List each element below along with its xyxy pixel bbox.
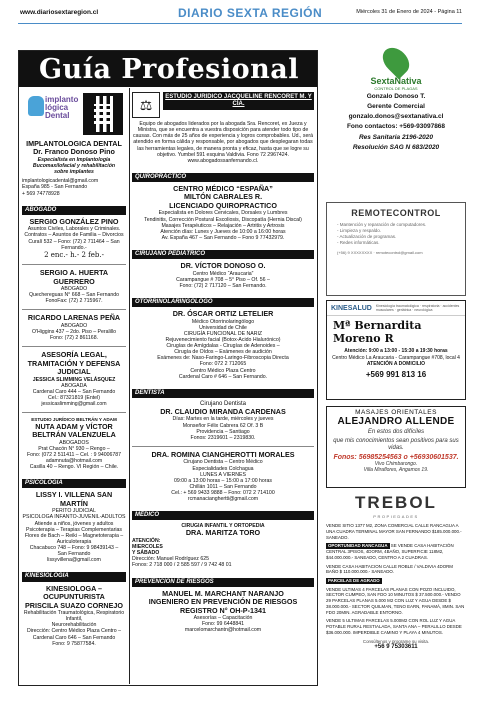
ad-name: ASESORÍA LEGAL, TRAMITACIÓN Y DEFENSA JUDICIAL [27, 350, 121, 377]
ad-name: CENTRO MÉDICO “ESPAÑA” [173, 183, 273, 193]
ad-line: Atiende a niños, jóvenes y adultos [34, 520, 114, 527]
ad-masajes [326, 406, 466, 488]
ad-line: ABOGADA [61, 382, 87, 389]
ad-name: DRA. ROMINA CIANGHEROTTI MORALES [151, 449, 295, 459]
ad-name: DRA. MARITZA TORO [185, 528, 261, 538]
ad-line: Fono: 9 75877584. [52, 640, 96, 647]
ad-sergio-gp [22, 218, 126, 259]
ad-line: Médico Otorrinolaringólogo [191, 318, 255, 325]
ad-line: ATENCIÓN: [132, 537, 161, 544]
section-abogado: ABOGADO [22, 206, 126, 215]
ad-line: Universidad de Chile [199, 324, 247, 331]
ad-phone: +569 991 813 16 [365, 369, 427, 379]
sextanativa-logo-sub: CONTROL DE PLAGAS [374, 86, 418, 91]
ad-line: Exámenes de: Naso-Faringo-Laringo-Fibroscopia Directa [157, 355, 289, 362]
ad-dentista [132, 401, 314, 441]
ad-line: Contratos – Asuntos de Familia – Divorcios [24, 232, 124, 239]
ad-line: Cel.: 87321819 (Entel) [48, 395, 100, 402]
ad-priscila [22, 585, 126, 647]
ad-name: DR. CLAUDIO MIRANDA CARDENAS [160, 406, 286, 416]
ad-phone: + 569 74778928 [22, 190, 60, 197]
list-item: - Limpieza y respaldo. [337, 228, 382, 234]
ad-name: MANUEL M. MARCHANT NARANJO [162, 588, 284, 598]
implanto-logo [25, 92, 77, 136]
column-2 [132, 92, 314, 639]
separator [132, 446, 314, 447]
ad-line: Atención días: Lunes y Jueves de 10:00 a 16:00 horas [160, 228, 286, 235]
ad-email[interactable]: gonzalo.donos@sextanativa.cl [348, 113, 444, 121]
ad-line: Neurorehabilitación [51, 622, 97, 629]
ad-phone: Fono contactos: +569-93097868 [346, 123, 446, 131]
implanto-logo-text: implanto lógica Dental [45, 95, 79, 120]
list-item: - Mantención y reparación de computadores. [337, 222, 427, 227]
listing: VENDE ULTIMAS 4 PARCELAS PLANAS CON POZO INCLUIDO, SECTOR CUMPEO, SAN FDO 10 MINUTOS $ 37.500.000.- VENDO 29 PARCELAS PLANAS 5.000 M2 CON LUZ Y AGUA DESDE $ 38.000.000.- SECTOR QUILMAN, TENO EARN, PANAMÁ, 8MIN. SAN FDO 20MIN. AGRADABLE ENTORNO. [326, 586, 465, 615]
ad-line: Masajes Terapéuticos – Relajación – Artritis y Artrosis [161, 222, 285, 229]
ad-email[interactable]: rcmanacianghertti@gmail.com [187, 496, 259, 503]
ad-line: Prat Chacón N° 930 – Rengo – [38, 445, 110, 452]
trebol-logo: TREBOL [355, 493, 437, 512]
ad-asesoria [22, 351, 126, 407]
list-item: - Actualización de programas. [337, 234, 397, 240]
ad-phone: +56 9 75303611 [374, 644, 418, 651]
ad-line: Tendinitis, Corrección Postural Escoliosis, Discopatía (Hernia Discal) [144, 216, 302, 223]
ad-email[interactable]: lissyvillena@gmail.com [47, 557, 101, 564]
ad-title: Cirujano Dentista [199, 400, 247, 407]
ad-riesgos [132, 590, 314, 634]
section-otorrino: OTORRINOLARINGÓLOGO [132, 298, 314, 307]
ad-line: Fono: (72) 2 717120 – San Fernando. [179, 282, 267, 289]
ad-line: ABOGADO [60, 286, 88, 292]
ad-name: DR. VÍCTOR DONOSO O. [180, 261, 266, 271]
column-divider [129, 88, 130, 684]
ad-kinesalud [326, 300, 466, 400]
ad-line: ABOGADO [60, 322, 88, 329]
scales-icon: ⚖ [132, 92, 160, 118]
listing-band: OPORTUNIDAD RANCAGUA [328, 543, 388, 549]
ad-line: Cardenal Caro 444 – San Fernando [32, 388, 116, 395]
kinesalud-logo: KINESALUD [331, 304, 372, 312]
guide-banner [19, 51, 317, 87]
ad-line: ABOGADOS [59, 439, 89, 446]
section-quiropractico: QUIROPRÁCTICO [132, 173, 314, 182]
ad-name: SERGIO GONZÁLEZ PINO [29, 216, 119, 226]
ad-line: Días: Martes en la tarde, miércoles y jueves [172, 416, 274, 423]
ad-line: Cardenal Caro # 646 – San Fernando. [178, 373, 268, 380]
ad-title: ESTUDIO JURIDICO JACQUELINE RENCORET M. Y CÍA. [163, 92, 314, 110]
separator [22, 309, 126, 310]
ad-name: Dr. Franco Donoso Pino [33, 147, 115, 157]
ad-line: Fono: 99 6448841 [201, 621, 245, 628]
ad-sergio-ah [22, 269, 126, 304]
ad-line: Monseñor Félix Cabrera 62 Of. 3 B [182, 422, 264, 429]
ad-email[interactable]: marcelomarchantn@hotmail.com [184, 627, 262, 634]
ad-line: Fono: (72) 2 861168. [49, 335, 99, 342]
ad-line: Bucomaxilofacial y rehabilitación [32, 163, 116, 170]
sextanativa-logo: SextaNativa [370, 76, 422, 86]
ad-line: O'Higgins 437 – 2do. Piso – Peralillo [31, 328, 117, 335]
ad-line: Dirección: Manuel Rodríguez 625 [132, 556, 209, 563]
ad-name: NUTA ADAM y VÍCTOR BELTRÁN VALENZUELA [32, 421, 116, 440]
ad-line: PERITO JUDICIAL [52, 508, 96, 515]
ad-line: Res Sanitaria 2196-2020 [358, 133, 434, 141]
ad-line: ATENCIÓN A DOMICILIO [366, 361, 426, 367]
ad-line: sobre implantes [54, 169, 94, 176]
list-item: - Redes informáticas. [337, 240, 380, 246]
ad-line: 2 enc.- h.- 2 feb.- [44, 250, 104, 259]
ad-line: Centro Médico La Araucaria - Carampangue #708, local 4 [332, 354, 460, 361]
ad-line: Dirección: Centro Médico Plaza Centro – [27, 628, 121, 635]
ad-line: que mis conocimientos sean positivos para sus vidas. [333, 438, 459, 452]
section-pediatrico: CIRUJANO PEDIÁTRICO [132, 250, 314, 259]
ad-line: En estos dos difíciles [367, 429, 425, 435]
ad-name: SERGIO A. HUERTA GUERRERO [39, 268, 109, 286]
ad-phone: Fonos: 56985254563 o +56930601537. [333, 453, 459, 461]
listing: SE VENDE CASA HABITACIÓN CENTRAL 3PISOS, 4DORM, 4BAÑO, SUPERFICIE 118M2, $44.000.000.- SANEADO, CENTRO A 2 CUADRAS. [326, 543, 454, 560]
ad-email[interactable]: implantologicadental@gmail.com [22, 178, 99, 185]
ad-line: Asuntos Civiles, Laborales y Criminales. [27, 226, 121, 233]
ad-name: RICARDO LARENAS PEÑA [27, 313, 121, 323]
ad-line: Especialidades Colchagua [192, 465, 254, 472]
remotecontrol-contact: (+56) 9 XXXXXXXX · remotecontrol@gmail.com [337, 250, 423, 256]
separator [22, 264, 126, 265]
qr-code-icon [83, 93, 123, 135]
ad-name: DR. ÓSCAR ORTIZ LETELIER [172, 309, 274, 319]
ad-line: Vivo Chimbarongo. [374, 460, 418, 467]
ad-sextanativa [326, 50, 466, 200]
listing: VENDE SITIO 1377 M2, ZONA COMERCIAL CALLE RANCAGUA A UNA CUADRA TERMINAL MAYOR SAN FERNANDO $185.000.000.- SANEADO. [326, 523, 462, 540]
listing-band: PARCELAS DE AGRADO [328, 578, 380, 584]
page-header [0, 0, 480, 26]
ad-line: Rehabilitación Traumatológica, Respiratorio Infantil, [23, 610, 125, 623]
ad-name: INGENIERO EN PREVENCIÓN DE RIESGOS [148, 597, 298, 607]
ad-line: Providencia – Santiago [196, 428, 250, 435]
ad-name: ALEJANDRO ALLENDE [337, 416, 455, 427]
ad-line: LUNES A VIERNES [200, 471, 246, 478]
ad-line: Carampangue # 708 – 5° Piso – Of. 56 – [176, 276, 270, 283]
ad-line: Fono: 072 2 712065 [199, 361, 247, 368]
ad-title: ESTUDIO JURÍDICO BELTRÁN Y ADAM [31, 417, 117, 423]
ad-title: CIRUGIA INFANTIL Y ORTOPEDIA [181, 523, 265, 530]
ad-remotecontrol [326, 202, 466, 296]
remotecontrol-logo: REMOTECONTROL [351, 208, 441, 218]
header-rule [18, 23, 462, 24]
ad-line: FonoFax: (72) 2 715967. [45, 298, 103, 305]
ad-line: Psicoterapia – Terapias Complementarias [26, 526, 122, 533]
ad-line: Cirujano Dentista – Centro Médico [183, 459, 263, 466]
ad-line: Chillán 1011 – San Fernando [189, 483, 257, 490]
kinesalud-header [327, 301, 465, 316]
tooth-icon [28, 96, 44, 116]
ad-otorrino [132, 310, 314, 380]
section-kinesiologia: KINESIOLOGIA [22, 572, 126, 581]
ad-name: Gonzalo Donoso T. [366, 93, 426, 100]
section-medico: MÉDICO [132, 511, 314, 520]
listing: VENDE CASA HABITACION CALLE ROBLE / VALDIVIA 4DORM BAÑO $ 110.000.000.- SANEADO. [326, 563, 453, 575]
ad-trebol [326, 492, 466, 686]
trebol-logo-sub: PROPIEDADES [373, 514, 419, 520]
ad-line: 09:00 a 13:00 horas – 15:00 a 17:00 horas [173, 477, 273, 484]
ad-line: Villa Miraflores, Angamos 19. [363, 466, 429, 473]
listing: VENDE 5 ULTIMAS PARCELAS 5.000M2 CON ROL LUZ Y AGUA POTABLE RURAL RESTIALADA, SANTA ANA – PERALILLO DESDE $36.000.000. IMPERDIBLE CAMINO Y PLAYA 4 MINUTOS. [326, 618, 462, 635]
kinesalud-desc: Kinesiología traumatológica · respiratoria · accidentes musculares · geriátrica · neurológica [375, 304, 460, 312]
ad-line: Casilla 40 – Rengo. VI Región – Chile. [29, 464, 119, 471]
site-url[interactable]: www.diariosextaregion.cl [20, 9, 99, 16]
ad-implanto [22, 140, 126, 197]
ad-title: MASAJES ORIENTALES [355, 409, 437, 416]
ad-line: San Fernando [57, 551, 91, 558]
trebol-cta: Consúltenos y programe su visita. [362, 638, 430, 644]
ad-line: Gerente Comercial [367, 103, 425, 111]
ad-pedia [132, 262, 314, 289]
ad-line: Centro Médico “Araucaria” [192, 270, 254, 277]
ad-name: LISSY I. VILLENA SAN MARTÍN [35, 490, 113, 508]
ad-line: Especialista en Dolores Cervicales, Dorsales y Lumbres [158, 210, 288, 217]
ad-lissy [22, 491, 126, 563]
ad-line: Y SÁBADO [132, 550, 160, 557]
ad-line: España 985 - San Fernando [22, 184, 88, 191]
ad-line: Fono: (072 2 511411 – Cel. : 9 94006787 [26, 451, 122, 458]
ad-name: LICENCIADO QUIROPRACTICO [169, 200, 277, 210]
leaf-icon [378, 43, 415, 80]
ad-name: KINESIOLOGA – OCUPUNTURISTA [43, 583, 105, 602]
guide-title: Guía Profesional [39, 54, 300, 85]
implanto-logo-row [22, 88, 126, 140]
ad-line: MIERCOLES [132, 544, 163, 551]
section-psicologia: PSICOLOGIA [22, 479, 126, 488]
ad-line: Rejuvenecimiento facial (Botox-Acido Hialurónico) [165, 336, 281, 343]
ad-name: JESSICA SLIMMING VELÁSQUEZ [32, 376, 116, 383]
ad-ejc [132, 92, 314, 164]
ad-line: Cirugía de Oídos – Exámenes de audición [174, 349, 272, 356]
column-1 [22, 88, 126, 652]
ad-title: IMPLANTOLOGICA DENTAL [26, 139, 122, 148]
separator [22, 412, 126, 413]
separator [22, 346, 126, 347]
ad-line: Fonos: 2319601 – 2319830. [190, 434, 256, 441]
ad-line: Asesorías – Capacitación [193, 615, 253, 622]
ad-line: Centro Médico Plaza Centro [190, 367, 256, 374]
ad-medico [132, 523, 314, 568]
ad-line: Flores de Bach – Reiki – Magnetoterapia – [24, 532, 124, 539]
ad-email[interactable]: adamnuta@hotmail.com [45, 458, 103, 465]
ad-name: REGISTRO N° OH-P-1341 [180, 605, 266, 615]
ad-line: Fonos: 2 718 000 / 2 585 597 / 9 742 48 01 [132, 562, 232, 569]
ad-line: PSICOLOGA INFANTO-JUVENIL-ADULTOS [22, 514, 126, 521]
ad-romina [132, 451, 314, 502]
ad-line: Especialista en Implantología [37, 156, 111, 163]
ad-line: Auriculoterapia [56, 538, 92, 545]
ad-line: Cel.: + 569 9433 9888 – Fono: 072 2 714100 [171, 490, 275, 497]
masthead: DIARIO SEXTA REGIÓN [178, 6, 323, 20]
ad-ricardo [22, 314, 126, 341]
ad-line: Resolución SAG N 683/2020 [352, 143, 440, 151]
section-riesgos: PREVENCIÓN DE RIESGOS [132, 578, 314, 587]
ad-text: Equipo de abogados liderados por la abogada Sra. Rencoret, ex Jueza y Ministra, que se encuentra a vuestra disposición para atender todo tipo de causas. Con más de 25 años de experiencia y logros comprobables. Ud., será atendido en forma cálida y responsable, por abogados que desplegaran todas las herramientas legales, de manera pronta y eficaz, hasta que se logre su objetivo. Yumbel 591 esquina Valdivia. Fono 72 2967424. www.abogadossanfernando.cl. [133, 121, 313, 164]
ad-name: MILTÓN CABRALES R. [183, 192, 263, 202]
remotecontrol-services [327, 218, 465, 250]
ad-line: Av. España 467 – San Fernando – Fono 9 77432979. [161, 234, 285, 241]
ad-line: Atención: 9:00 a 13:00 - 15:30 a 19:30 horas [344, 348, 448, 354]
ad-line: Chacabuco 748 – Fono: 9 98439143 – [29, 545, 119, 552]
ad-line: Quechereguas N° 668 – San Fernando [28, 292, 120, 299]
ad-line: CIRUGÍA FUNCIONAL DE NARIZ [183, 330, 263, 337]
ad-line: Curalí 532 – Fono: (72) 2 711464 – San Fernando.- [28, 238, 120, 251]
ad-name: PRISCILA SUAZO CORNEJO [25, 600, 123, 610]
ad-email[interactable]: jessicaslimming@gmail.com [41, 401, 107, 408]
ad-quiro [132, 185, 314, 241]
ejc-header [132, 92, 314, 118]
date-page: Miércoles 31 de Enero de 2024 - Página 11 [356, 9, 462, 15]
section-dentista: DENTISTA [132, 389, 314, 398]
ad-line: Cirugías de Amígdalas - Cirugías de Adenoides – [166, 343, 280, 350]
ad-beltran [22, 417, 126, 470]
ad-line: Cardenal Caro 646 – San Fernando [32, 634, 116, 641]
ad-name: Mª Bernardita Moreno R [333, 319, 422, 345]
